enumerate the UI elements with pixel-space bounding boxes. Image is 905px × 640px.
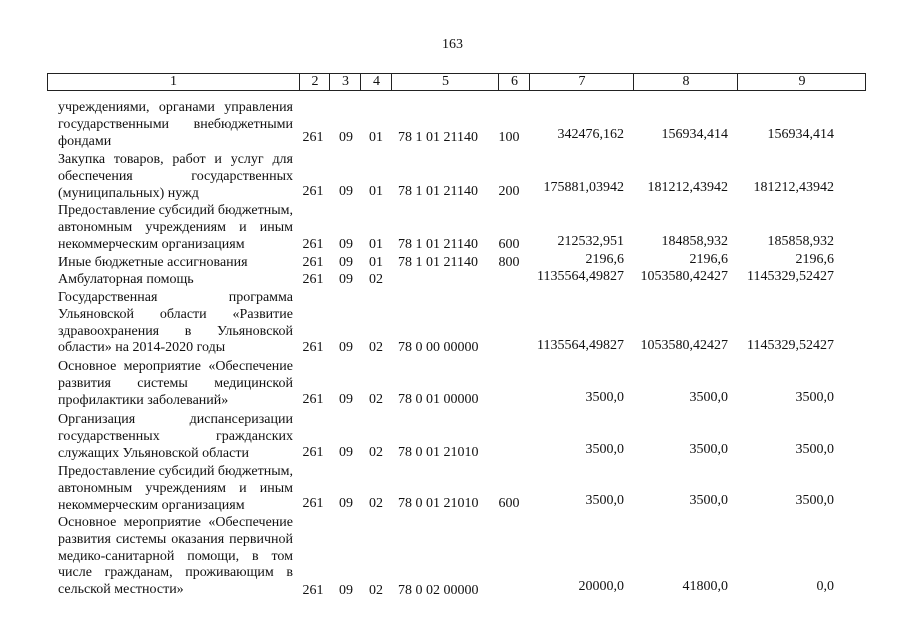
cell-col-7: 3500,0 [585,442,624,457]
cell-col-3: 09 [339,130,353,145]
cell-col-9: 1145329,52427 [747,269,834,284]
cell-col-8: 2196,6 [689,252,728,267]
header-col-7: 7 [529,74,634,90]
cell-col-4: 02 [369,496,383,511]
header-col-6: 6 [498,74,530,90]
cell-col-4: 02 [369,392,383,407]
cell-col-9: 3500,0 [795,442,834,457]
cell-col-2: 261 [302,184,324,199]
row-name: Основное мероприятие «Обеспечение развития системы медицинской профилактики заболеваний» [58,359,293,408]
cell-col-7: 1135564,49827 [537,338,624,353]
cell-col-8: 3500,0 [689,493,728,508]
cell-col-3: 09 [339,237,353,252]
cell-col-6: 100 [498,130,520,145]
cell-col-2: 261 [302,340,324,355]
row-name: Предоставление субсидий бюджетным, автономным учреждениям и иным некоммерческим организациям [58,203,294,252]
cell-col-7: 3500,0 [585,390,624,405]
cell-col-9: 156934,414 [767,127,834,142]
cell-col-7: 175881,03942 [543,180,624,195]
cell-col-2: 261 [302,445,324,460]
cell-col-9: 0,0 [816,579,834,594]
cell-col-8: 3500,0 [689,390,728,405]
row-name: Организация диспансеризации государственных гражданских служащих Ульяновской области [58,412,293,461]
cell-col-3: 09 [339,445,353,460]
row-name: Предоставление субсидий бюджетным, автономным учреждениям и иным некоммерческим организациям [58,464,294,513]
cell-col-8: 3500,0 [689,442,728,457]
header-col-3: 3 [329,74,361,90]
cell-col-3: 09 [339,272,353,287]
cell-col-7: 3500,0 [585,493,624,508]
cell-col-4: 02 [369,340,383,355]
row-name: Закупка товаров, работ и услуг для обеспечения государственных (муниципальных) нужд [58,152,293,201]
cell-col-2: 261 [302,392,324,407]
cell-col-9: 3500,0 [795,390,834,405]
cell-col-2: 261 [302,272,324,287]
cell-col-5: 78 0 01 21010 [398,445,479,460]
cell-col-3: 09 [339,392,353,407]
cell-col-6: 600 [498,237,520,252]
cell-col-8: 181212,43942 [647,180,728,195]
cell-col-9: 185858,932 [767,234,834,249]
cell-col-9: 181212,43942 [753,180,834,195]
cell-col-7: 2196,6 [585,252,624,267]
cell-col-5: 78 0 00 00000 [398,340,479,355]
header-col-8: 8 [633,74,738,90]
cell-col-2: 261 [302,496,324,511]
cell-col-3: 09 [339,184,353,199]
cell-col-3: 09 [339,340,353,355]
cell-col-5: 78 1 01 21140 [398,184,478,199]
cell-col-8: 184858,932 [661,234,728,249]
cell-col-7: 20000,0 [578,579,624,594]
cell-col-3: 09 [339,583,353,598]
cell-col-5: 78 0 02 00000 [398,583,479,598]
cell-col-9: 3500,0 [795,493,834,508]
cell-col-8: 41800,0 [682,579,728,594]
cell-col-5: 78 1 01 21140 [398,130,478,145]
cell-col-8: 1053580,42427 [640,269,728,284]
cell-col-5: 78 0 01 21010 [398,496,479,511]
row-name: учреждениями, органами управления государственными внебюджетными фондами [58,100,293,149]
cell-col-7: 342476,162 [557,127,624,142]
header-col-9: 9 [737,74,866,90]
cell-col-4: 02 [369,445,383,460]
header-col-5: 5 [391,74,499,90]
row-name: Государственная программа Ульяновской области «Развитие здравоохранения в Ульяновской области» на 2014-2020 годы [58,290,293,356]
cell-col-7: 1135564,49827 [537,269,624,284]
row-name: Амбулаторная помощь [58,272,194,287]
cell-col-5: 78 1 01 21140 [398,237,478,252]
cell-col-6: 800 [498,255,520,270]
cell-col-5: 78 1 01 21140 [398,255,478,270]
cell-col-2: 261 [302,237,324,252]
cell-col-9: 2196,6 [795,252,834,267]
header-col-1: 1 [170,74,177,89]
cell-col-2: 261 [302,583,324,598]
cell-col-7: 212532,951 [557,234,624,249]
cell-col-8: 156934,414 [661,127,728,142]
cell-col-4: 01 [369,237,383,252]
row-name: Основное мероприятие «Обеспечение развития системы оказания первичной медико-санитарной помощи, в том числе гражданам, проживающим в сельской местности» [58,515,293,598]
cell-col-9: 1145329,52427 [747,338,834,353]
cell-col-4: 01 [369,255,383,270]
cell-col-2: 261 [302,130,324,145]
cell-col-5: 78 0 01 00000 [398,392,479,407]
page-number: 163 [442,37,463,52]
cell-col-6: 600 [498,496,520,511]
cell-col-4: 01 [369,184,383,199]
cell-col-3: 09 [339,496,353,511]
cell-col-4: 01 [369,130,383,145]
cell-col-8: 1053580,42427 [640,338,728,353]
header-col-4: 4 [360,74,392,90]
cell-col-4: 02 [369,583,383,598]
cell-col-4: 02 [369,272,383,287]
header-col-2: 2 [299,74,330,90]
cell-col-3: 09 [339,255,353,270]
cell-col-2: 261 [302,255,324,270]
cell-col-6: 200 [498,184,520,199]
row-name: Иные бюджетные ассигнования [58,255,248,270]
